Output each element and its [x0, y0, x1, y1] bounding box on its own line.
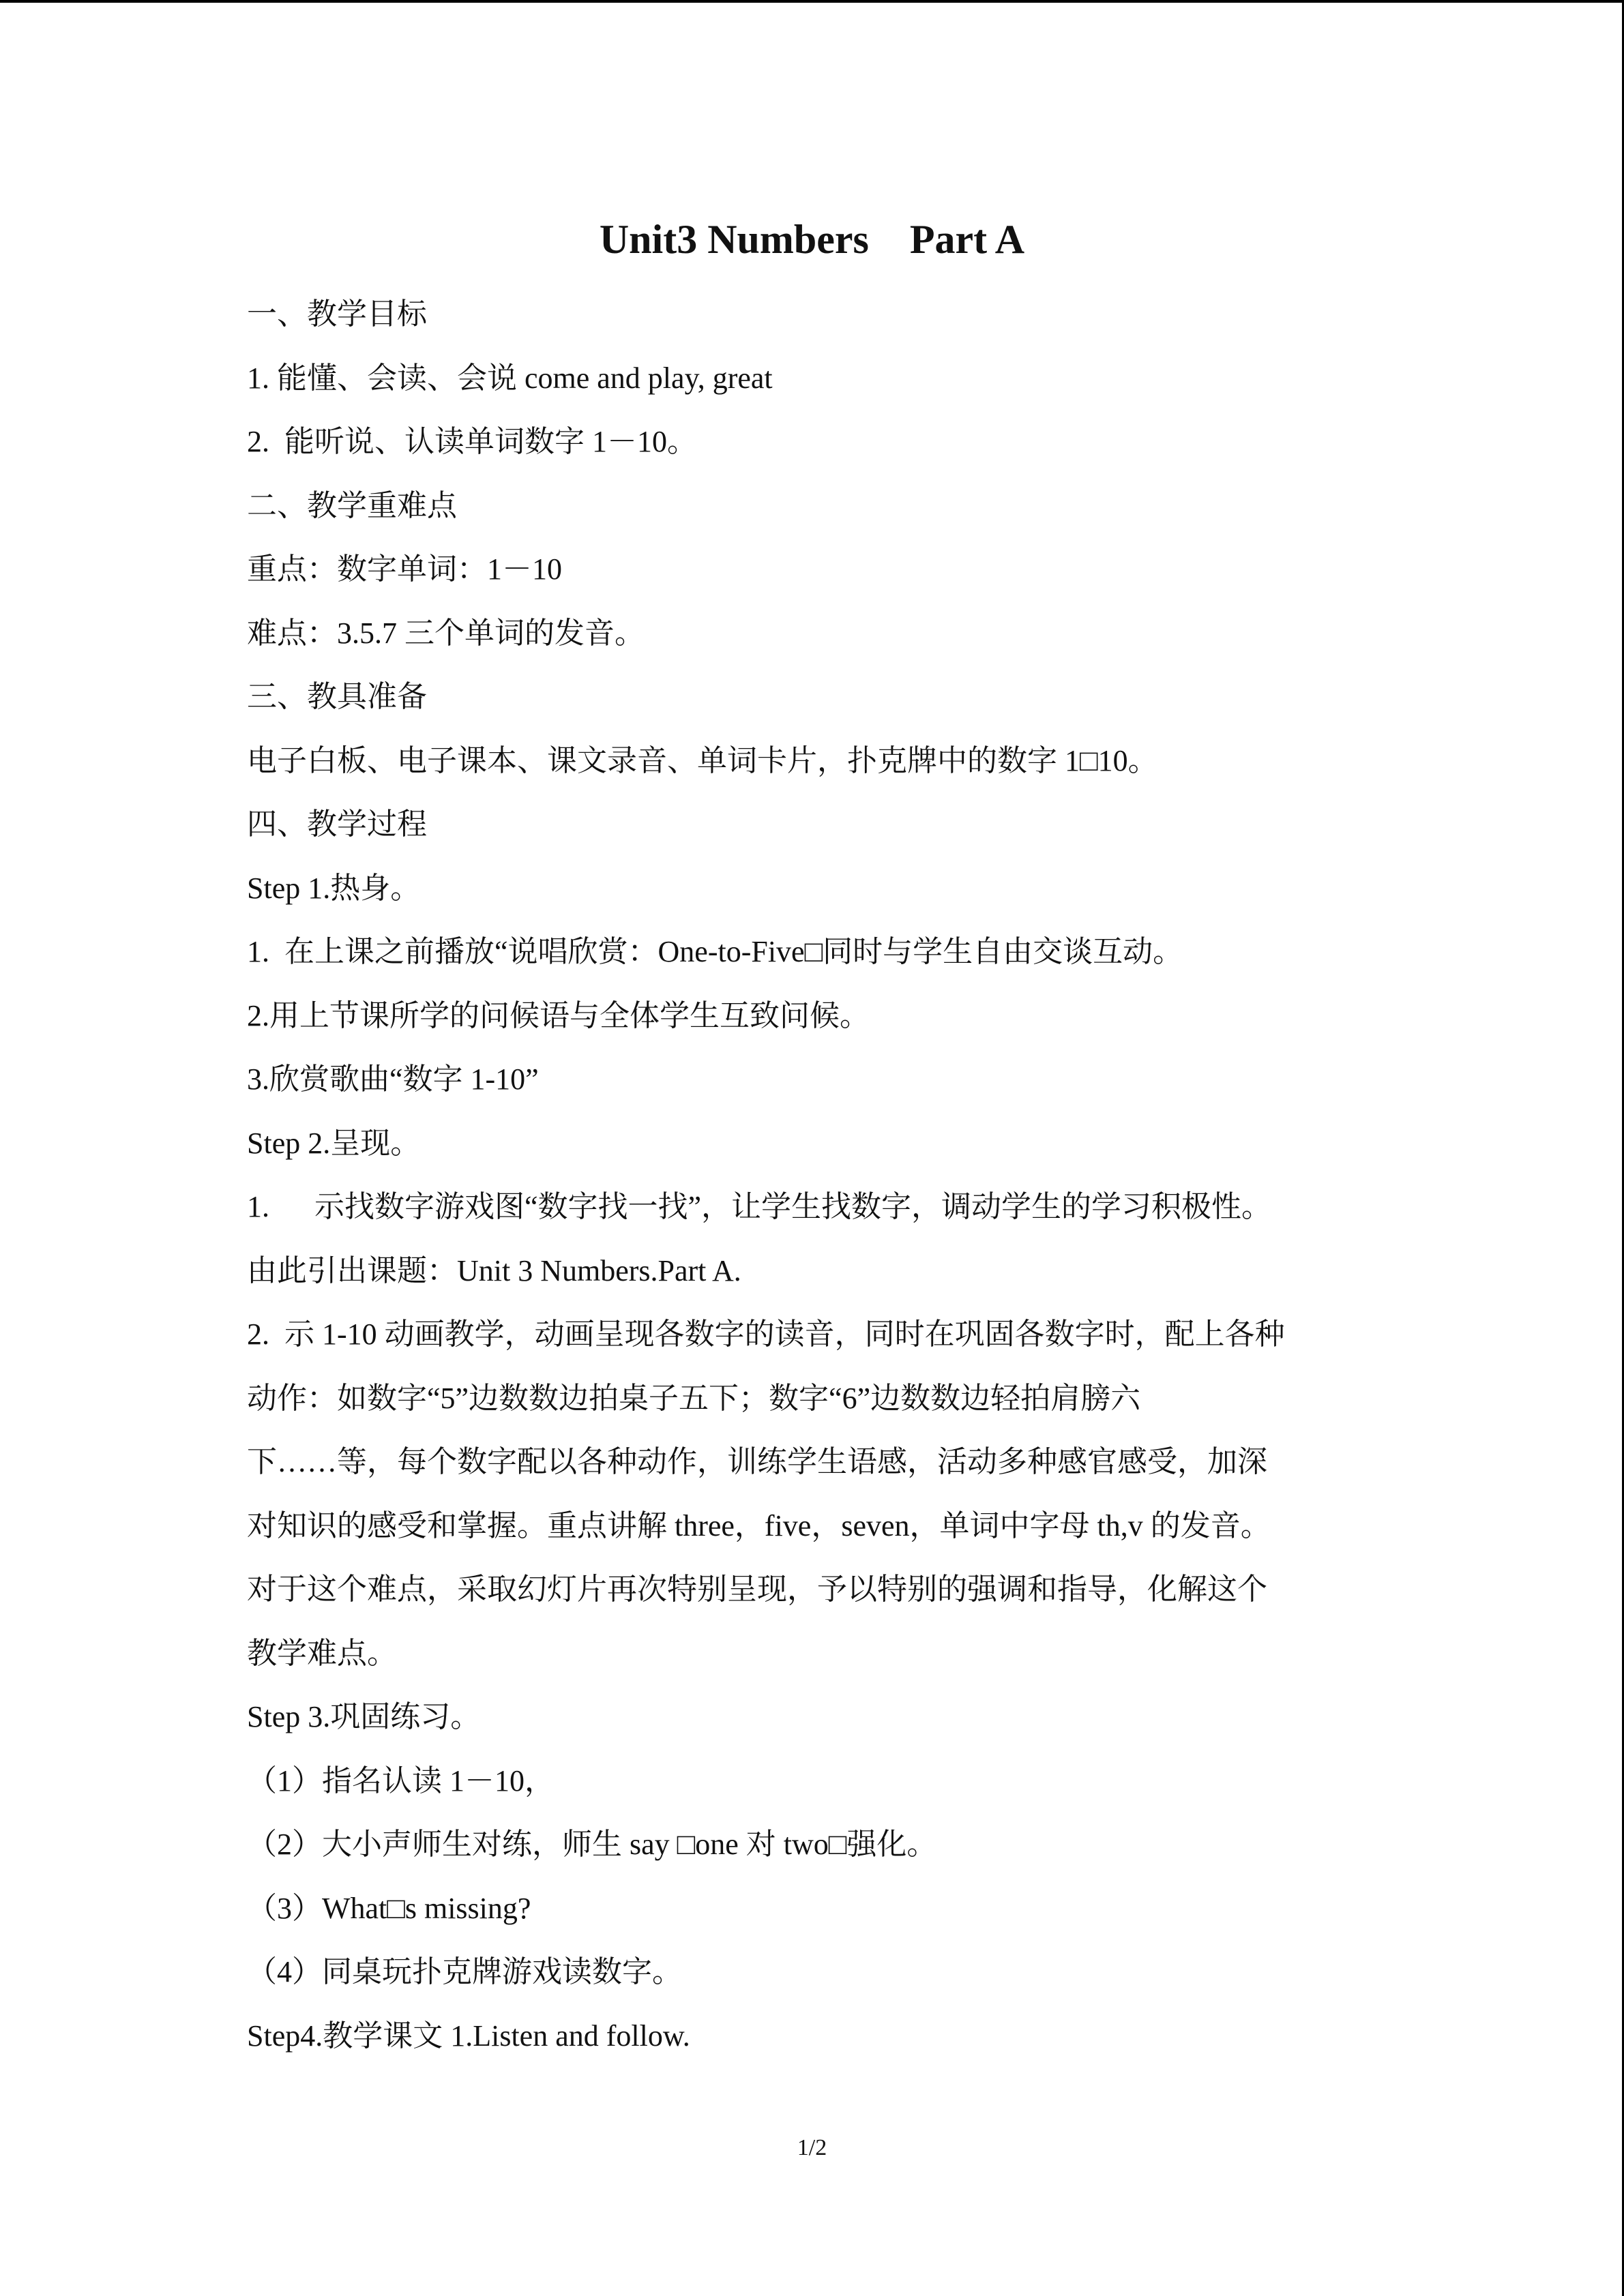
step-2-item-1-cont: 由此引出课题：Unit 3 Numbers.Part A.: [247, 1253, 741, 1287]
step-2-item-2-cont-4: 对于这个难点，采取幻灯片再次特别呈现，予以特别的强调和指导，化解这个: [247, 1572, 1267, 1606]
step-1-item-3: 3.欣赏歌曲“数字 1-10”: [247, 1062, 539, 1096]
step-1-heading: Step 1.热身。: [247, 871, 421, 905]
step-2-item-2-cont-3: 对知识的感受和掌握。重点讲解 three，five，seven，单词中字母 th,v 的发音。: [247, 1508, 1271, 1542]
step-1-item-2: 2.用上节课所学的问候语与全体学生互致问候。: [247, 998, 870, 1032]
goal-item-1: 1. 能懂、会读、会说 come and play, great: [247, 361, 773, 395]
section-heading-goals: 一、教学目标: [247, 297, 427, 331]
step-2-item-2-cont-1: 动作：如数字“5”边数数边拍桌子五下；数字“6”边数数边轻拍肩膀六: [247, 1381, 1141, 1415]
step-3-item-3: （3）What□s missing?: [247, 1891, 531, 1925]
step-2-item-2: 2. 示 1-10 动画教学，动画呈现各数字的读音，同时在巩固各数字时，配上各种: [247, 1317, 1285, 1351]
difficult-point-line: 难点：3.5.7 三个单词的发音。: [247, 616, 645, 650]
goal-item-2: 2. 能听说、认读单词数字 1－10。: [247, 425, 697, 458]
step-2-item-2-cont-5: 教学难点。: [247, 1636, 397, 1670]
section-heading-materials: 三、教具准备: [247, 680, 427, 713]
step-1-item-1: 1. 在上课之前播放“说唱欣赏：One-to-Five□同时与学生自由交谈互动。: [247, 935, 1183, 968]
section-heading-process: 四、教学过程: [247, 807, 427, 841]
step-3-heading: Step 3.巩固练习。: [247, 1700, 481, 1733]
step-3-item-4: （4）同桌玩扑克牌游戏读数字。: [247, 1955, 682, 1988]
section-heading-key-points: 二、教学重难点: [247, 488, 457, 522]
key-point-line: 重点：数字单词：1－10: [247, 552, 562, 586]
step-2-item-2-cont-2: 下……等，每个数字配以各种动作，训练学生语感，活动多种感官感受，加深: [247, 1445, 1267, 1478]
page-title: Unit3 Numbers Part A: [599, 217, 1025, 262]
step-2-item-1: 1. 示找数字游戏图“数字找一找”，让学生找数字，调动学生的学习积极性。: [247, 1190, 1272, 1223]
materials-line: 电子白板、电子课本、课文录音、单词卡片，扑克牌中的数字 1□10。: [247, 743, 1158, 777]
page-number: 1/2: [797, 2135, 827, 2160]
step-3-item-1: （1）指名认读 1－10，: [247, 1763, 555, 1798]
top-border-line: [0, 0, 1624, 3]
step-2-heading: Step 2.呈现。: [247, 1126, 421, 1160]
step-4-heading: Step4.教学课文 1.Listen and follow.: [247, 2018, 690, 2053]
document-body: [247, 282, 1393, 2068]
step-3-item-2: （2）大小声师生对练，师生 say □one 对 two□强化。: [247, 1828, 937, 1861]
